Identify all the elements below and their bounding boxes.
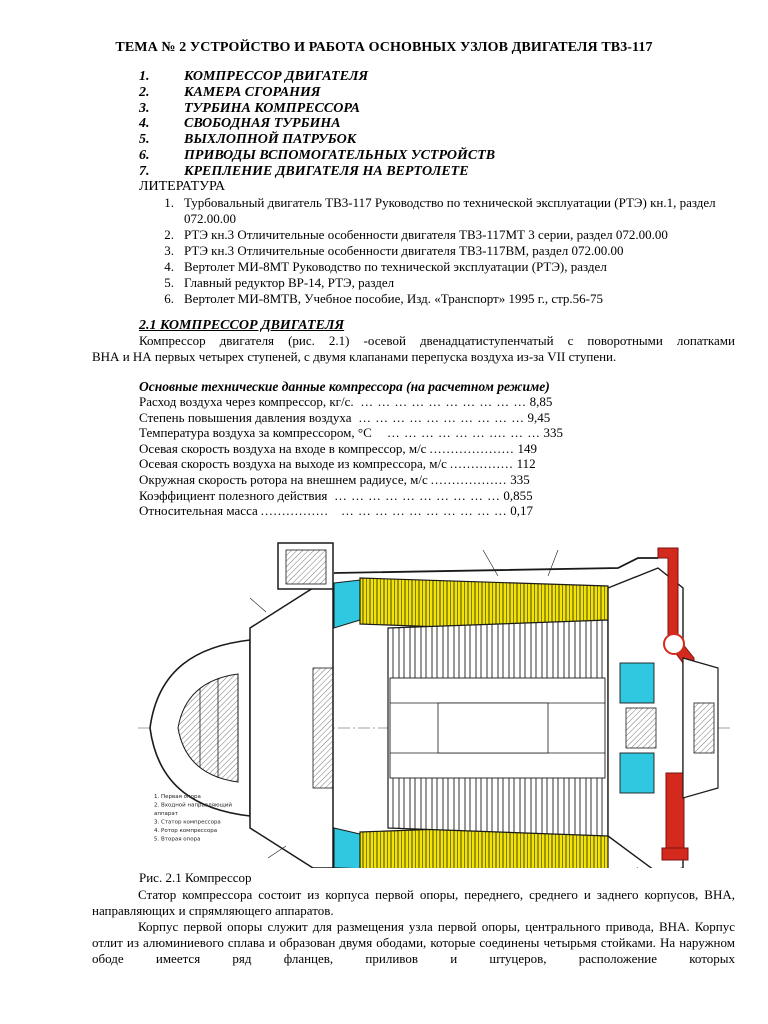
stator-blades-top: [360, 578, 608, 628]
topic-item: [139, 116, 495, 132]
spec-value: 149: [517, 440, 537, 456]
literature-item: [160, 243, 740, 259]
specs-heading: Основные технические данные компрессора (на расчетном режиме): [139, 379, 550, 394]
spec-label: Осевая скорость воздуха на входе в компрессор, м/с: [139, 440, 427, 456]
spec-leader: ... ... ... ... ... ... ... ... ... ...: [354, 409, 525, 425]
spec-label: Расход воздуха через компрессор, кг/с.: [139, 394, 354, 409]
topic-item: [139, 101, 495, 117]
literature-heading: ЛИТЕРАТУРА: [139, 179, 226, 194]
spec-label: Температура воздуха за компрессором, °С: [139, 425, 372, 441]
literature-number: 5.: [164, 275, 174, 290]
spec-value: 112: [516, 456, 536, 472]
literature-item: [160, 259, 740, 275]
topic-label: СВОБОДНАЯ ТУРБИНА: [184, 116, 341, 132]
figure-legend-item: 2. Входной направляющий: [154, 802, 232, 809]
outer-casing-top: [334, 558, 658, 573]
section-paragraph-text-2: ВНА и НА первых четырех ступеней, с двумя клапанами перепуска воздуха из-за VII ступени.: [92, 349, 617, 364]
topic-item: [139, 164, 495, 180]
literature-text: Главный редуктор ВР-14, РТЭ, раздел: [184, 275, 395, 290]
spec-value: 9,45: [527, 409, 551, 425]
section-paragraph-line1: [139, 333, 735, 349]
section-paragraph-line2: [92, 349, 735, 365]
literature-text: Вертолет МИ-8МТВ, Учебное пособие, Изд. «Транспорт» 1995 г., стр.56-75: [184, 291, 604, 306]
topic-label: ПРИВОДЫ ВСПОМОГАТЕЛЬНЫХ УСТРОЙСТВ: [184, 147, 496, 163]
literature-number: 2.: [164, 227, 174, 242]
spec-label: Относительная масса: [139, 503, 258, 519]
body-paragraph-1: [92, 887, 735, 919]
literature-item: [160, 275, 740, 291]
section-paragraph-text-1: Компрессор двигателя (рис. 2.1) -осевой двенадцатиступенчатый с поворотными лопатками: [139, 333, 735, 348]
literature-list: [160, 195, 740, 307]
spec-row: [139, 472, 563, 488]
compressor-drawing: [138, 528, 733, 868]
topic-number: 4.: [139, 116, 150, 132]
topic-list: [139, 69, 495, 180]
topic-number: 7.: [139, 163, 150, 179]
spec-row: [139, 425, 563, 441]
spec-row: [139, 410, 563, 426]
body-paragraph-2: [92, 919, 735, 967]
section-heading: 2.1 КОМПРЕССОР ДВИГАТЕЛЯ: [139, 318, 345, 333]
inlet-guide-vane-top: [334, 580, 360, 628]
spec-label: Осевая скорость воздуха на выходе из компрессора, м/с: [139, 456, 447, 472]
spec-leader: ... ... ... ... ... ... .... ... ...: [374, 425, 541, 441]
figure-legend-item: 3. Статор компрессора: [154, 819, 221, 826]
spec-value: 335: [510, 471, 530, 487]
literature-text: Турбовальный двигатель ТВ3-117 Руководство по технической эксплуатации (РТЭ) кн.1, раздел 072.00.00: [184, 195, 716, 226]
topic-label: КАМЕРА СГОРАНИЯ: [184, 84, 321, 100]
figure-caption: Рис. 2.1 Компрессор: [139, 870, 252, 885]
spec-leader: ... ... ... ... ... ... ... ... ... ...: [356, 394, 527, 409]
spec-row: [139, 456, 563, 472]
spec-leader: ..................: [430, 471, 508, 487]
topic-number: 5.: [139, 132, 150, 148]
spec-value: 335: [543, 425, 564, 441]
spec-value: 0,855: [503, 487, 533, 503]
topic-label: КОМПРЕССОР ДВИГАТЕЛЯ: [184, 69, 369, 84]
spec-leader: ... ... ... ... ... ... ... ... ... ...: [330, 487, 501, 503]
literature-item: [160, 227, 740, 243]
figure-legend-item: 5. Вторая опора: [154, 836, 201, 843]
spec-label: Окружная скорость ротора на внешнем радиусе, м/с: [139, 471, 428, 487]
topic-item: [139, 148, 495, 164]
figure-legend-item: 1. Первая опора: [154, 794, 201, 800]
spec-label: Коэффициент полезного действия: [139, 487, 328, 503]
topic-label: ТУРБИНА КОМПРЕССОРА: [184, 100, 360, 116]
topic-label: ВЫХЛОПНОЙ ПАТРУБОК: [184, 132, 357, 148]
literature-number: 4.: [164, 259, 174, 274]
spec-label: Степень повышения давления воздуха: [139, 409, 352, 425]
spec-leader: ................ ... ... ... ... ... ... ... ... ... ...: [260, 503, 508, 519]
figure-legend-item: аппарат: [154, 811, 178, 817]
topic-item: [139, 132, 495, 148]
topic-item: [139, 69, 495, 85]
spec-row: [139, 503, 563, 519]
topic-number: 3.: [139, 100, 150, 116]
literature-number: 3.: [164, 243, 174, 258]
literature-text: РТЭ кн.3 Отличительные особенности двигателя ТВ3-117МТ 3 серии, раздел 072.00.00: [184, 227, 668, 242]
spec-leader: ....................: [429, 440, 515, 456]
topic-number: 1.: [139, 69, 150, 84]
spec-row: [139, 394, 563, 410]
spec-value: 0,17: [510, 503, 534, 519]
drive-shaft-bottom: [666, 773, 684, 853]
literature-item: [160, 291, 740, 307]
page-title: ТЕМА № 2 УСТРОЙСТВО И РАБОТА ОСНОВНЫХ УЗЛОВ ДВИГАТЕЛЯ ТВ3-117: [115, 40, 653, 55]
literature-item: [160, 195, 740, 227]
specs-list: [139, 394, 563, 519]
spec-row: [139, 441, 563, 457]
body-paragraph-1-text: Статор компрессора состоит из корпуса первой опоры, переднего, среднего и заднего корпусов, ВНА, направляющих и спрямляющего аппаратов.: [92, 887, 735, 918]
literature-number: 1.: [164, 195, 174, 210]
spec-row: [139, 488, 563, 504]
inlet-guide-vane-bottom: [334, 828, 360, 868]
spec-leader: ...............: [449, 456, 514, 472]
literature-number: 6.: [164, 291, 174, 306]
topic-number: 6.: [139, 147, 150, 163]
topic-item: [139, 85, 495, 101]
literature-text: Вертолет МИ-8МТ Руководство по технической эксплуатации (РТЭ), раздел: [184, 259, 607, 274]
topic-label: КРЕПЛЕНИЕ ДВИГАТЕЛЯ НА ВЕРТОЛЕТЕ: [184, 163, 469, 179]
spec-value: 8,85: [529, 394, 553, 409]
body-paragraph-2-text: Корпус первой опоры служит для размещения узла первой опоры, центрального привода, ВНА. Корпус отлит из алюминиевого сплава и образован двумя ободами, которые соединены четырьмя стойками. На наружном ободе имеется ряд фланцев, приливов и штуцеров, расположение которых: [92, 919, 735, 966]
literature-text: РТЭ кн.3 Отличительные особенности двигателя ТВ3-117ВМ, раздел 072.00.00: [184, 243, 624, 258]
topic-number: 2.: [139, 84, 150, 100]
figure-legend-item: 4. Ротор компрессора: [154, 828, 218, 834]
